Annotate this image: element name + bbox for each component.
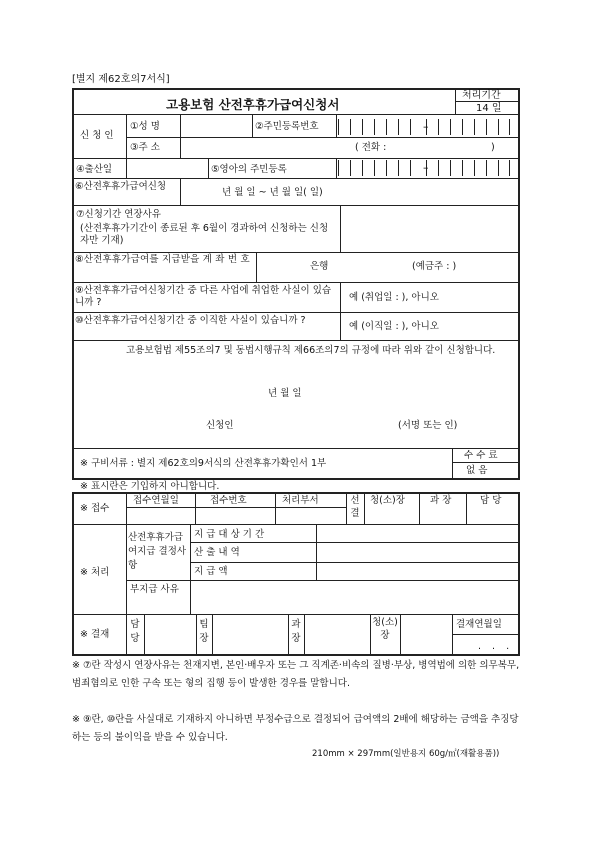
attachment-note: ※ 구비서류 : 별지 제62호의9서식의 산전후휴가확인서 1부 xyxy=(80,458,327,469)
process-label: ※ 처리 xyxy=(80,567,110,578)
fee-value: 없 음 xyxy=(466,465,488,476)
name-field[interactable] xyxy=(182,115,252,135)
extension-reason-field[interactable] xyxy=(342,207,518,250)
bank-label: 은행 xyxy=(310,261,329,272)
q10-answer[interactable]: 예 (이직일 : ), 아니오 xyxy=(349,321,439,332)
birth-date-field[interactable] xyxy=(128,159,206,177)
approve-first-label: 선결 xyxy=(350,495,360,519)
receipt-number-label: 접수번호 xyxy=(210,495,247,506)
declaration-date: 년 월 일 xyxy=(268,388,302,399)
approval-date-field[interactable]: . . . xyxy=(478,641,514,652)
q10-label: ⑩산전후휴가급여신청기간 중 이직한 사실이 있습니까 ? xyxy=(75,315,306,326)
approve-manager-label: 과 장 xyxy=(430,495,452,506)
decision-label: 산전후휴가급여지급 결정사항 xyxy=(128,532,187,571)
receipt-dept-label: 처리부서 xyxy=(282,495,319,506)
note-extension: ※ ⑦란 작성시 연장사유는 천재지변, 본인·배우자 또는 그 직계존·비속의 질병·부상, 병역법에 의한 의무복무, 범죄혐의로 인한 구속 또는 형의 집행 등이 발생한 경우를 말합니다. xyxy=(72,660,520,689)
applicant-label: 신 청 인 xyxy=(80,130,114,141)
payment-period-label: 지 급 대 상 기 간 xyxy=(194,529,265,540)
approval-section: 과장 xyxy=(291,619,301,644)
signer-label: 신청인 xyxy=(206,420,234,431)
processing-period-days: 14 일 xyxy=(476,103,502,114)
receipt-label: ※ 접수 xyxy=(80,503,110,514)
processing-period-label: 처리기간 xyxy=(462,90,501,101)
approve-chief-label: 청(소)장 xyxy=(370,495,405,506)
form-title: 고용보험 산전후휴가급여신청서 xyxy=(166,97,340,112)
office-use-notice: ※ 표시란은 기입하지 아니합니다. xyxy=(80,481,220,492)
extension-label: ⑦신청기간 연장사유 xyxy=(76,209,161,220)
infant-rrn-label: ⑤영아의 주민등록 xyxy=(211,164,287,175)
calculation-label: 산 출 내 역 xyxy=(194,547,240,558)
rejection-label: 부지급 사유 xyxy=(130,584,179,595)
fee-label: 수 수 료 xyxy=(464,450,498,461)
address-label: ③주 소 xyxy=(130,142,160,153)
signature-field[interactable]: (서명 또는 인) xyxy=(398,420,458,431)
account-holder[interactable]: (예금주 : ) xyxy=(412,261,457,272)
approval-chief: 청(소)장 xyxy=(372,617,398,641)
payment-amount-label: 지 급 액 xyxy=(194,566,228,577)
approval-label: ※ 결재 xyxy=(80,629,110,640)
account-label: ⑧산전후휴가급여를 지급받을 계 좌 번 호 xyxy=(75,254,250,265)
address-field[interactable] xyxy=(182,139,512,157)
q9-answer[interactable]: 예 (취업일 : ), 아니오 xyxy=(349,292,439,303)
extension-desc: (산전후휴가기간이 종료된 후 6월이 경과하여 신청하는 신청자만 기재) xyxy=(80,223,329,246)
receipt-date-label: 접수연월일 xyxy=(133,495,179,506)
note-penalty: ※ ⑨란, ⑩란을 사실대로 기재하지 아니하면 부정수급으로 결정되어 급여액의 2배에 해당하는 금액을 추징당하는 등의 불이익을 받을 수 있습니다. xyxy=(72,714,519,743)
approve-staff-label: 담 당 xyxy=(480,495,502,506)
approval-staff: 담당 xyxy=(130,619,140,644)
q9-label: ⑨산전후휴가급여신청기간 중 다른 사업에 취업한 사실이 있습니까 ? xyxy=(75,285,332,308)
approval-date-label: 결재연월일 xyxy=(456,619,502,630)
declaration-text: 고용보험법 제55조의7 및 동법시행규칙 제66조의7의 규정에 따라 위와 같이 신청합니다. xyxy=(126,345,496,356)
approval-team: 팀장 xyxy=(199,619,209,644)
phone-label: ( 전화 : xyxy=(355,142,387,153)
name-label: ①성 명 xyxy=(130,121,160,132)
paper-spec: 210mm × 297mm(일반용지 60g/㎡(재활용품)) xyxy=(312,749,500,759)
rrn-label: ②주민등록번호 xyxy=(255,121,319,132)
period-label: ⑥산전후휴가급여신청 xyxy=(75,181,167,192)
birth-date-label: ④출산일 xyxy=(76,164,113,175)
form-reference: [별지 제62호의7서식] xyxy=(72,74,170,85)
period-field[interactable]: 년 월 일 ~ 년 월 일( 일) xyxy=(222,187,323,198)
